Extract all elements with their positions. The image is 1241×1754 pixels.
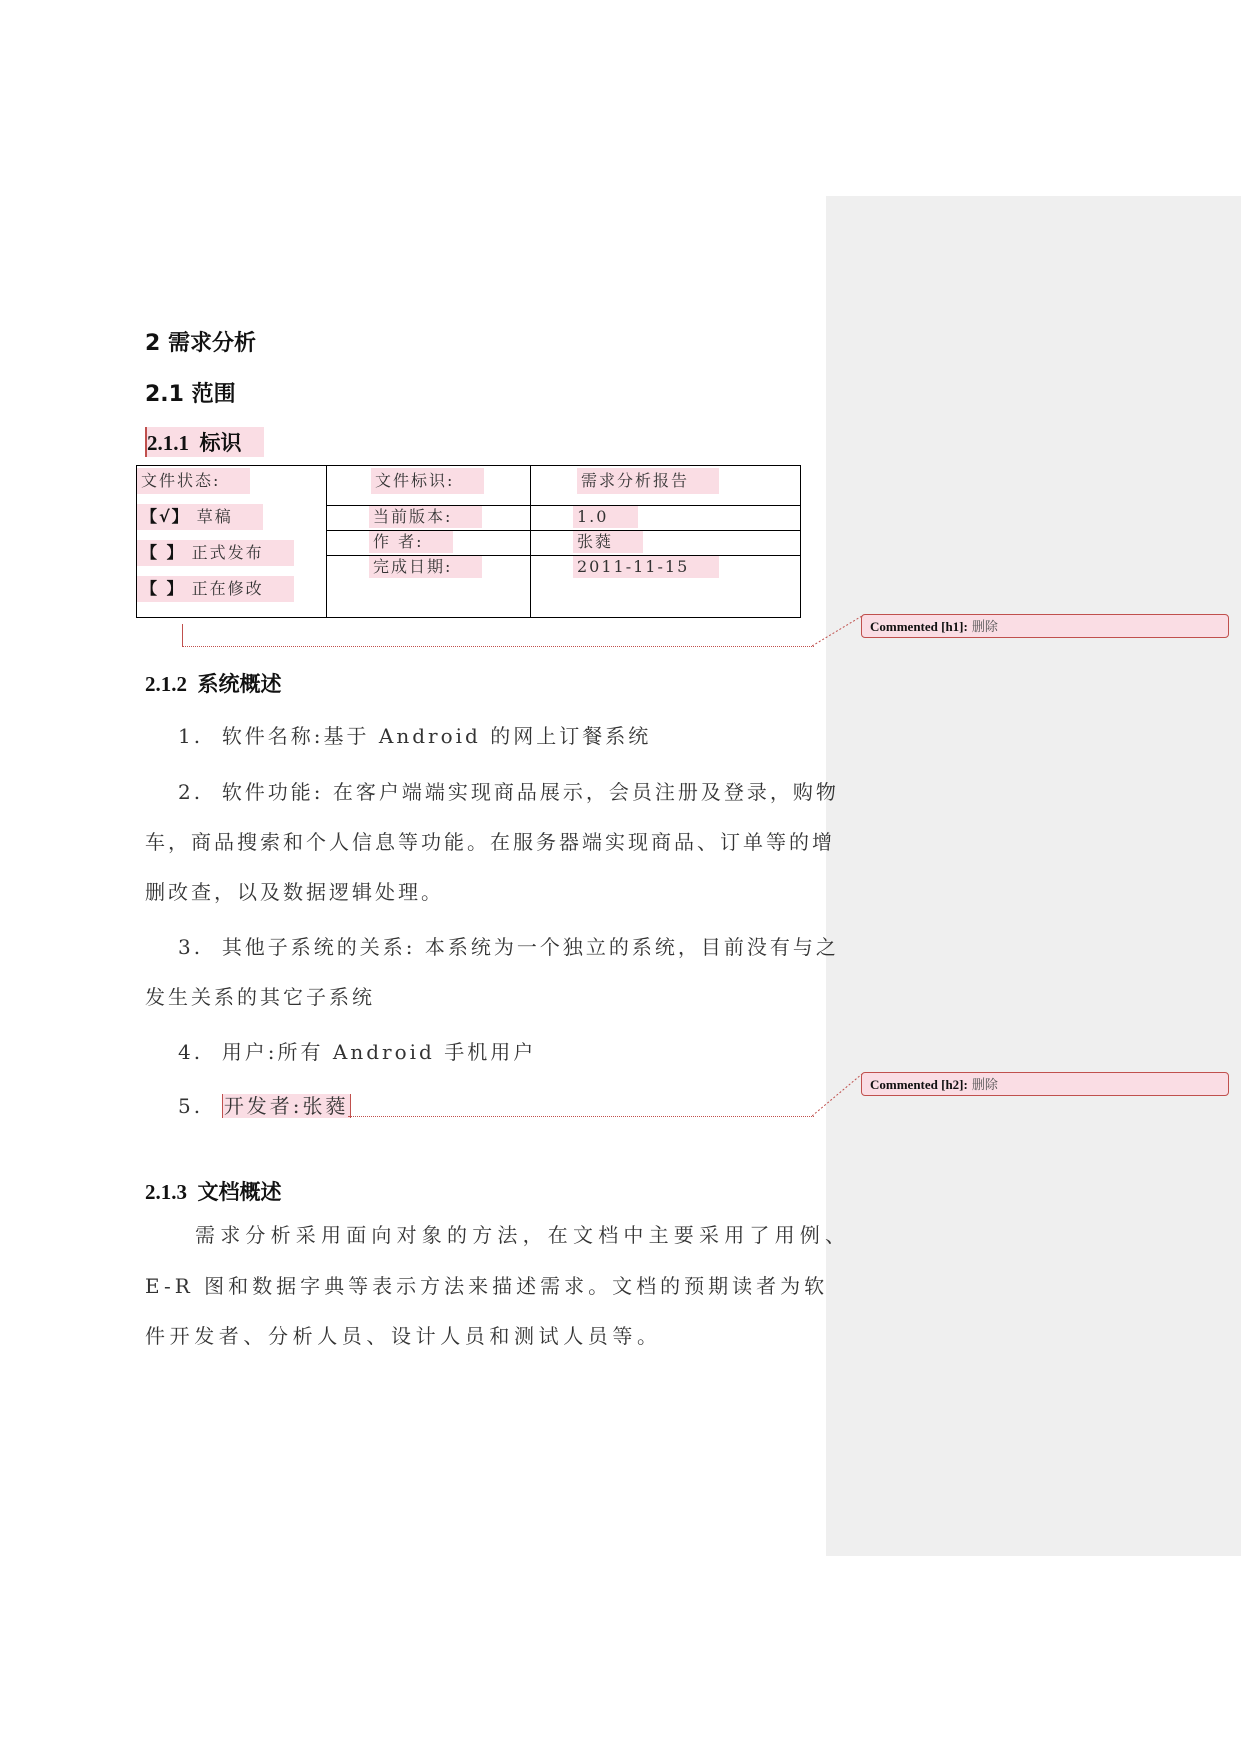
status-item-draft[interactable]: [137, 504, 326, 530]
status-draft-label: 草稿: [196, 507, 233, 526]
comment-anchor-line-1: [182, 646, 814, 647]
comment-h1-text: 删除: [971, 620, 998, 635]
comment-h2-tag: Commented [h2]:: [870, 1077, 968, 1092]
heading-identification-number: 2.1.1: [147, 431, 189, 455]
overview-item-3-line-2: 发生关系的其它子系统: [145, 985, 375, 1009]
version-label-cell: [327, 506, 531, 531]
date-label: 完成日期:: [369, 556, 482, 578]
date-label-cell: [327, 556, 531, 618]
comment-h2-text: 删除: [971, 1078, 998, 1093]
overview-item-5-text[interactable]: 开发者:张蕤: [223, 1094, 349, 1118]
overview-item-1: [178, 720, 651, 749]
deletion-marker-1: [182, 624, 183, 646]
heading-requirements-analysis: 2 需求分析: [145, 331, 256, 356]
heading-scope: 2.1 范围: [145, 382, 236, 407]
overview-item-2-line-2: 车，商品搜索和个人信息等功能。在服务器端实现商品、订单等的增: [145, 830, 835, 854]
heading-system-overview-title: 系统概述: [197, 672, 282, 696]
overview-item-5: [178, 1090, 351, 1119]
heading-system-overview: [145, 668, 282, 698]
version-value-cell: [531, 506, 801, 531]
comment-h1-tag: Commented [h1]:: [870, 619, 968, 634]
status-published-label: 正式发布: [191, 543, 264, 562]
overview-item-4-number: 4.: [178, 1040, 204, 1064]
comment-connector-1: [812, 614, 864, 648]
heading-document-overview-title: 文档概述: [197, 1180, 282, 1204]
overview-item-2-number: 2.: [178, 780, 204, 804]
heading-document-overview: [145, 1176, 282, 1206]
doc-id-value: 需求分析报告: [577, 468, 719, 494]
doc-id-label: 文件标识:: [371, 468, 484, 494]
overview-item-4: [178, 1036, 536, 1065]
status-draft-mark: 【√】: [141, 507, 190, 526]
comment-h1[interactable]: [861, 614, 1229, 638]
status-item-revising[interactable]: [137, 576, 326, 602]
author-value: 张蕤: [573, 531, 643, 553]
version-value: 1.0: [573, 506, 638, 528]
status-item-published[interactable]: [137, 540, 326, 566]
comment-anchor-line-2: [348, 1116, 814, 1117]
overview-item-3-number: 3.: [178, 935, 204, 959]
overview-item-3-text: 其他子系统的关系: 本系统为一个独立的系统，目前没有与之: [221, 935, 839, 959]
status-cell: [137, 466, 327, 618]
comment-margin-pane: [826, 196, 1241, 1556]
doc-overview-line-1: 需求分析采用面向对象的方法，在文档中主要采用了用例、: [195, 1223, 851, 1247]
overview-item-2-line-3: 删改查，以及数据逻辑处理。: [145, 880, 444, 904]
author-label-cell: [327, 531, 531, 556]
status-revising-mark: 【 】: [141, 579, 185, 598]
heading-identification-title: 标识: [199, 431, 242, 455]
overview-item-1-number: 1.: [178, 724, 204, 748]
heading-system-overview-number: 2.1.2: [145, 672, 187, 696]
overview-item-2-text: 软件功能: 在客户端端实现商品展示，会员注册及登录，购物: [221, 780, 839, 804]
comment-h2[interactable]: [861, 1072, 1229, 1096]
date-value: 2011-11-15: [573, 556, 719, 578]
date-value-cell: [531, 556, 801, 618]
doc-id-label-cell: [327, 466, 531, 506]
doc-overview-line-2: E-R 图和数据字典等表示方法来描述需求。文档的预期读者为软: [145, 1274, 829, 1298]
author-label: 作 者:: [369, 531, 453, 553]
author-value-cell: [531, 531, 801, 556]
status-label: 文件状态:: [137, 468, 250, 494]
status-published-mark: 【 】: [141, 543, 185, 562]
heading-document-overview-number: 2.1.3: [145, 1180, 187, 1204]
overview-item-5-number: 5.: [178, 1094, 204, 1118]
heading-identification: [145, 427, 264, 457]
overview-item-4-text: 用户:所有 Android 手机用户: [221, 1040, 537, 1064]
overview-item-1-text: 软件名称:基于 Android 的网上订餐系统: [221, 724, 652, 748]
status-revising-label: 正在修改: [191, 579, 264, 598]
overview-item-3-line-1: [178, 931, 839, 960]
comment-connector-2: [812, 1072, 864, 1118]
identification-table: [136, 465, 801, 618]
doc-id-value-cell: [531, 466, 801, 506]
version-label: 当前版本:: [369, 506, 482, 528]
overview-item-2-line-1: [178, 776, 839, 805]
doc-overview-line-3: 件开发者、分析人员、设计人员和测试人员等。: [145, 1324, 662, 1348]
